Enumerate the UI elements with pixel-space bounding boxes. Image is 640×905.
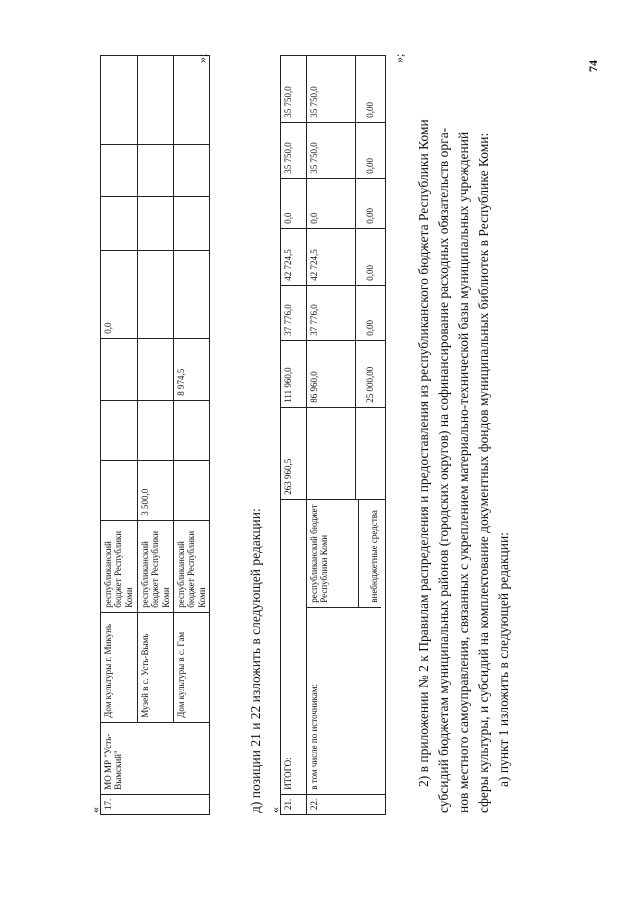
source-column: [307, 500, 381, 608]
paragraph-line-3: нов местного самоуправления, связанных с укреплением материально-технической базы муниципальных учреждений: [456, 131, 471, 813]
value-cell: [138, 144, 174, 196]
value-cell: 0,0: [281, 178, 307, 228]
value-cell: 0,0: [101, 250, 138, 338]
value-cell: 37 776,0: [307, 285, 356, 340]
value-cell: [174, 250, 210, 338]
item-d-text: д) позиции 21 и 22 изложить в следующей редакции:: [248, 508, 263, 813]
total-cell: 263 960,5: [281, 407, 307, 499]
table-row: [101, 56, 138, 815]
label-split: [307, 500, 381, 794]
funding-source: республиканский бюджет Республики Коми: [307, 500, 359, 607]
value-cell: 0,00: [356, 178, 386, 228]
value-cell: [101, 144, 138, 196]
table-row: [307, 56, 356, 815]
table-positions-21-22: [280, 55, 386, 815]
close-quote-2: »;: [392, 53, 406, 63]
value-cell: [174, 400, 210, 460]
total-cell: [307, 407, 356, 499]
table-row: [138, 56, 174, 815]
funding-source: республиканский бюджет Республики Коми: [138, 520, 174, 612]
open-quote-2: «: [268, 807, 282, 813]
open-quote-1: «: [88, 807, 102, 813]
value-cell: 0,0: [307, 178, 356, 228]
value-cell: [101, 196, 138, 250]
total-cell: [356, 407, 386, 499]
row-number: 22.: [307, 794, 386, 814]
funding-source: республиканский бюджет Республики Коми: [174, 520, 210, 612]
value-cell: [174, 144, 210, 196]
value-cell: 42 724,5: [281, 228, 307, 285]
funding-source: республиканский бюджет Республики Коми: [101, 520, 138, 612]
funding-source: внебюджетные средства: [369, 510, 379, 603]
table-row: [174, 56, 210, 815]
row-number: 17.: [101, 794, 210, 814]
institution-name: Дом культуры г. Микунь: [101, 612, 138, 722]
value-cell: 8 974,5: [174, 338, 210, 400]
value-cell: 25 000,00: [356, 340, 386, 407]
value-cell: [101, 400, 138, 460]
table-row: [281, 56, 307, 815]
value-cell: 111 960,0: [281, 340, 307, 407]
value-cell: 86 960,0: [307, 340, 356, 407]
value-cell: 0,00: [356, 122, 386, 178]
value-cell: [101, 460, 138, 520]
value-cell: [174, 53, 210, 145]
paragraph-line-2: субсидий бюджетам муниципальных районов (городских округов) на софинансирование расходных обязательств орга-: [436, 127, 451, 813]
row-label: ИТОГО:: [281, 499, 307, 794]
value-cell: [174, 460, 210, 520]
value-cell: 3 500,0: [138, 460, 174, 520]
value-cell: [138, 400, 174, 460]
value-cell: 35 750,0: [307, 56, 356, 123]
value-cell: 0,00: [356, 228, 386, 285]
row-label-cell: [307, 499, 386, 794]
row-label: в том числе по источникам:: [309, 684, 319, 790]
value-cell: 37 776,0: [281, 285, 307, 340]
value-cell: 0,00: [356, 285, 386, 340]
value-cell: [101, 338, 138, 400]
value-cell: [101, 56, 138, 145]
paragraph-line-1: 2) в приложении № 2 к Правилам распределения и предоставления из республиканского бюджета Республики Коми: [416, 119, 431, 787]
row-number: 21.: [281, 794, 307, 814]
paragraph-line-5: а) пункт 1 изложить в следующей редакции:: [496, 532, 511, 787]
value-cell: 0,00: [356, 56, 386, 123]
value-cell: [138, 338, 174, 400]
close-quote-1: »;: [195, 53, 209, 63]
value-cell: 35 750,0: [281, 56, 307, 123]
mo-name: МО МР "Усть-Вымский": [101, 722, 210, 794]
institution-name: Дом культуры в с. Гам: [174, 612, 210, 722]
paragraph-line-4: сферы культуры, и субсидий на комплектование документных фондов муниципальных библиотек в Республике Коми:: [476, 132, 491, 813]
page-number: 74: [586, 60, 600, 72]
value-cell: [174, 196, 210, 250]
value-cell: [138, 56, 174, 145]
value-cell: 42 724,5: [307, 228, 356, 285]
table-position-17: [100, 55, 210, 815]
value-cell: [138, 196, 174, 250]
value-cell: 35 750,0: [307, 122, 356, 178]
value-cell: [138, 250, 174, 338]
institution-name: Музей в с. Усть-Вымь: [138, 612, 174, 722]
value-cell: 35 750,0: [281, 122, 307, 178]
